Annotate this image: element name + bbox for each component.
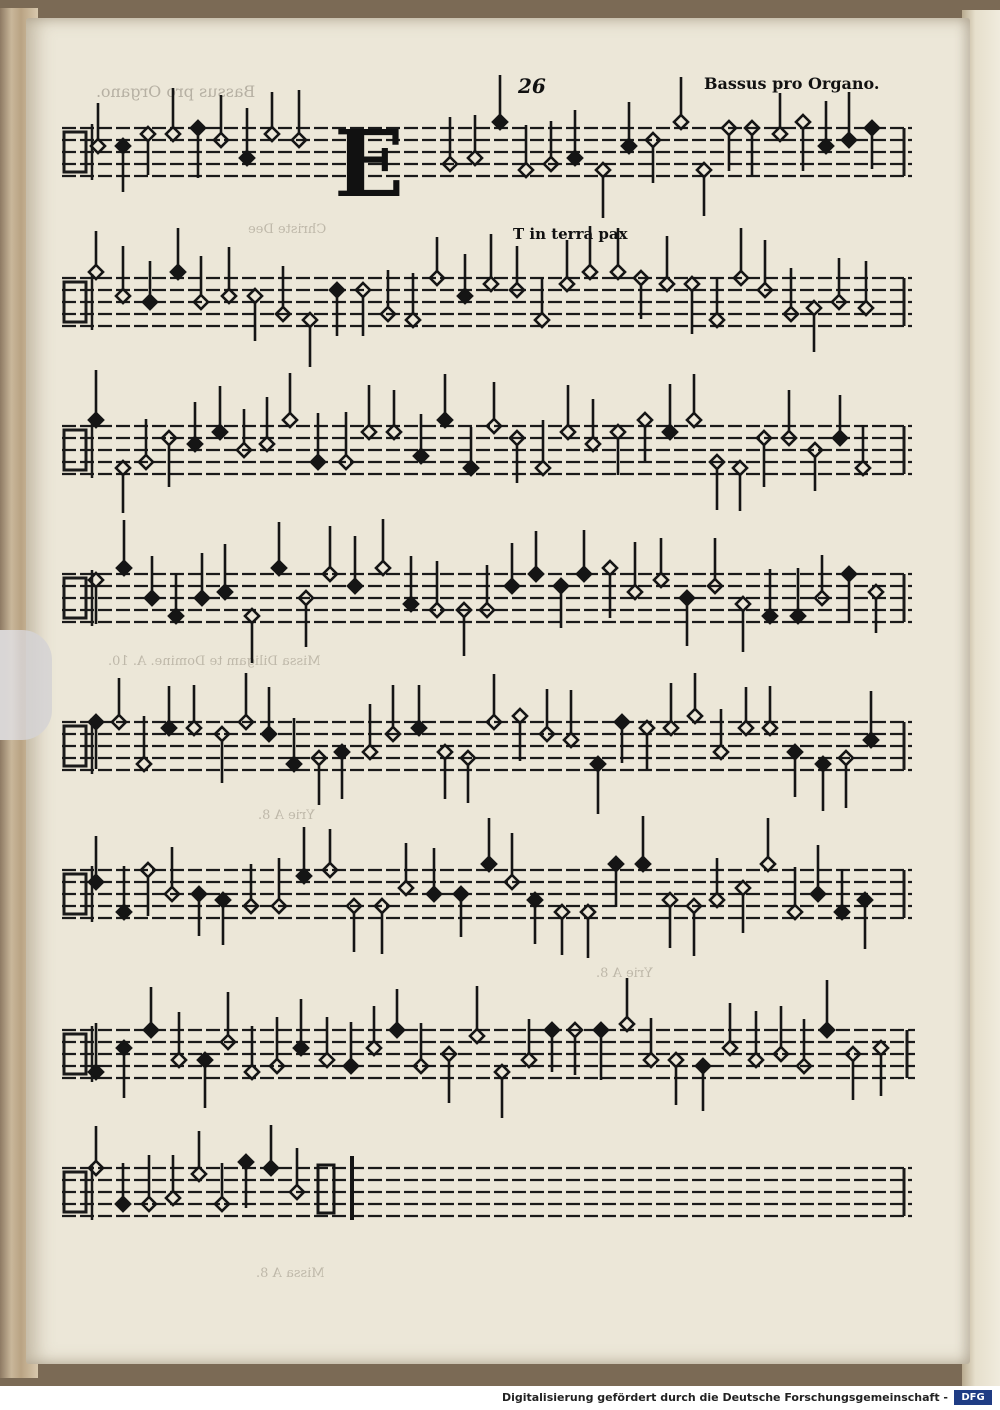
note-head bbox=[330, 283, 344, 297]
note-head bbox=[594, 1023, 608, 1037]
note-head bbox=[529, 567, 543, 581]
note-head bbox=[680, 591, 694, 605]
note-head bbox=[344, 1059, 358, 1073]
note-head bbox=[262, 727, 276, 741]
note-head bbox=[195, 591, 209, 605]
note-head bbox=[577, 567, 591, 581]
footer-credit: Digitalisierung gefördert durch die Deutsche Forschungsgemeinschaft - bbox=[501, 1391, 948, 1404]
note-head bbox=[348, 579, 362, 593]
note-head bbox=[145, 591, 159, 605]
show-through-text: Missa Diligam te Domine. A. 10. bbox=[108, 654, 321, 669]
initial-letter: E bbox=[334, 110, 405, 218]
note-head bbox=[311, 455, 325, 469]
note-head bbox=[191, 121, 205, 135]
note-head bbox=[833, 431, 847, 445]
show-through-text: Missa A 8. bbox=[256, 1266, 325, 1281]
note-head bbox=[454, 887, 468, 901]
note-head bbox=[842, 133, 856, 147]
note-head bbox=[554, 579, 568, 593]
note-head bbox=[505, 579, 519, 593]
text-incipit: T in terra pax bbox=[513, 225, 628, 243]
page-number: 26 bbox=[518, 74, 546, 98]
note-head bbox=[192, 887, 206, 901]
note-head bbox=[615, 715, 629, 729]
longa-note bbox=[318, 1165, 334, 1213]
note-head bbox=[143, 295, 157, 309]
note-head bbox=[545, 1023, 559, 1037]
show-through-running-head: Bassus pro Organo. bbox=[96, 82, 256, 101]
footer-bar bbox=[0, 1386, 1000, 1410]
note-head bbox=[427, 887, 441, 901]
note-head bbox=[820, 1023, 834, 1037]
note-head bbox=[865, 121, 879, 135]
running-head: Bassus pro Organo. bbox=[704, 74, 880, 93]
show-through-text: Yrie A 8. bbox=[596, 966, 653, 981]
note-head bbox=[696, 1059, 710, 1073]
note-head bbox=[264, 1161, 278, 1175]
note-head bbox=[811, 887, 825, 901]
show-through-text: Christe Dee bbox=[248, 222, 327, 237]
note-head bbox=[842, 567, 856, 581]
note-head bbox=[116, 1197, 130, 1211]
dfg-logo-icon: DFG bbox=[954, 1390, 992, 1405]
note-head bbox=[144, 1023, 158, 1037]
note-head bbox=[390, 1023, 404, 1037]
show-through-text: Yrie A 8. bbox=[258, 808, 315, 823]
